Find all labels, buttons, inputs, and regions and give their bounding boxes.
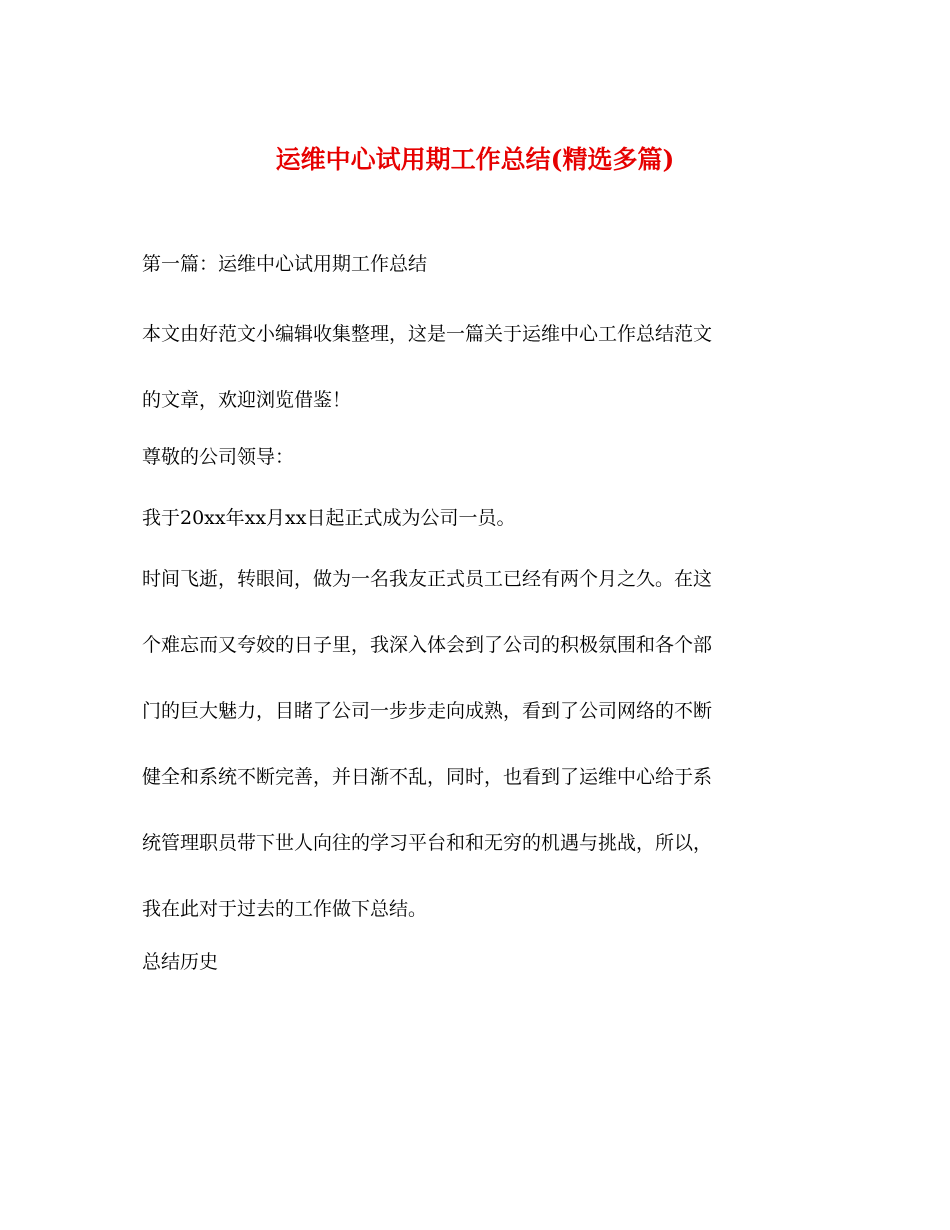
- line: 的文章，欢迎浏览借鉴！: [142, 389, 352, 411]
- document-title: 运维中心试用期工作总结(精选多篇): [275, 145, 675, 174]
- line: 个难忘而又夸姣的日子里，我深入体会到了公司的积极氛围和各个部: [142, 634, 713, 656]
- paragraph-join-date: [142, 500, 802, 536]
- section-heading-history: [142, 944, 802, 980]
- line: 健全和系统不断完善，并日渐不乱，同时，也看到了运维中心给于系: [142, 766, 713, 788]
- document-body: [142, 246, 802, 1005]
- section-heading-1: [142, 246, 802, 282]
- line: 尊敬的公司领导：: [142, 446, 295, 468]
- line: 统管理职员带下世人向往的学习平台和和无穷的机遇与挑战，所以，: [142, 832, 713, 854]
- paragraph-body: [142, 546, 802, 942]
- line: 本文由好范文小编辑收集整理，这是一篇关于运维中心工作总结范文: [142, 323, 713, 345]
- line: 第一篇：运维中心试用期工作总结: [142, 253, 428, 275]
- line: 门的巨大魅力，目睹了公司一步步走向成熟，看到了公司网络的不断: [142, 700, 713, 722]
- line: 我在此对于过去的工作做下总结。: [142, 898, 428, 920]
- salutation: [142, 439, 802, 475]
- paragraph-intro: [142, 301, 802, 433]
- line: 我于20xx年xx月xx日起正式成为公司一员。: [142, 507, 516, 529]
- line: 总结历史: [142, 951, 219, 973]
- line: 时间飞逝，转眼间，做为一名我友正式员工已经有两个月之久。在这: [142, 568, 713, 590]
